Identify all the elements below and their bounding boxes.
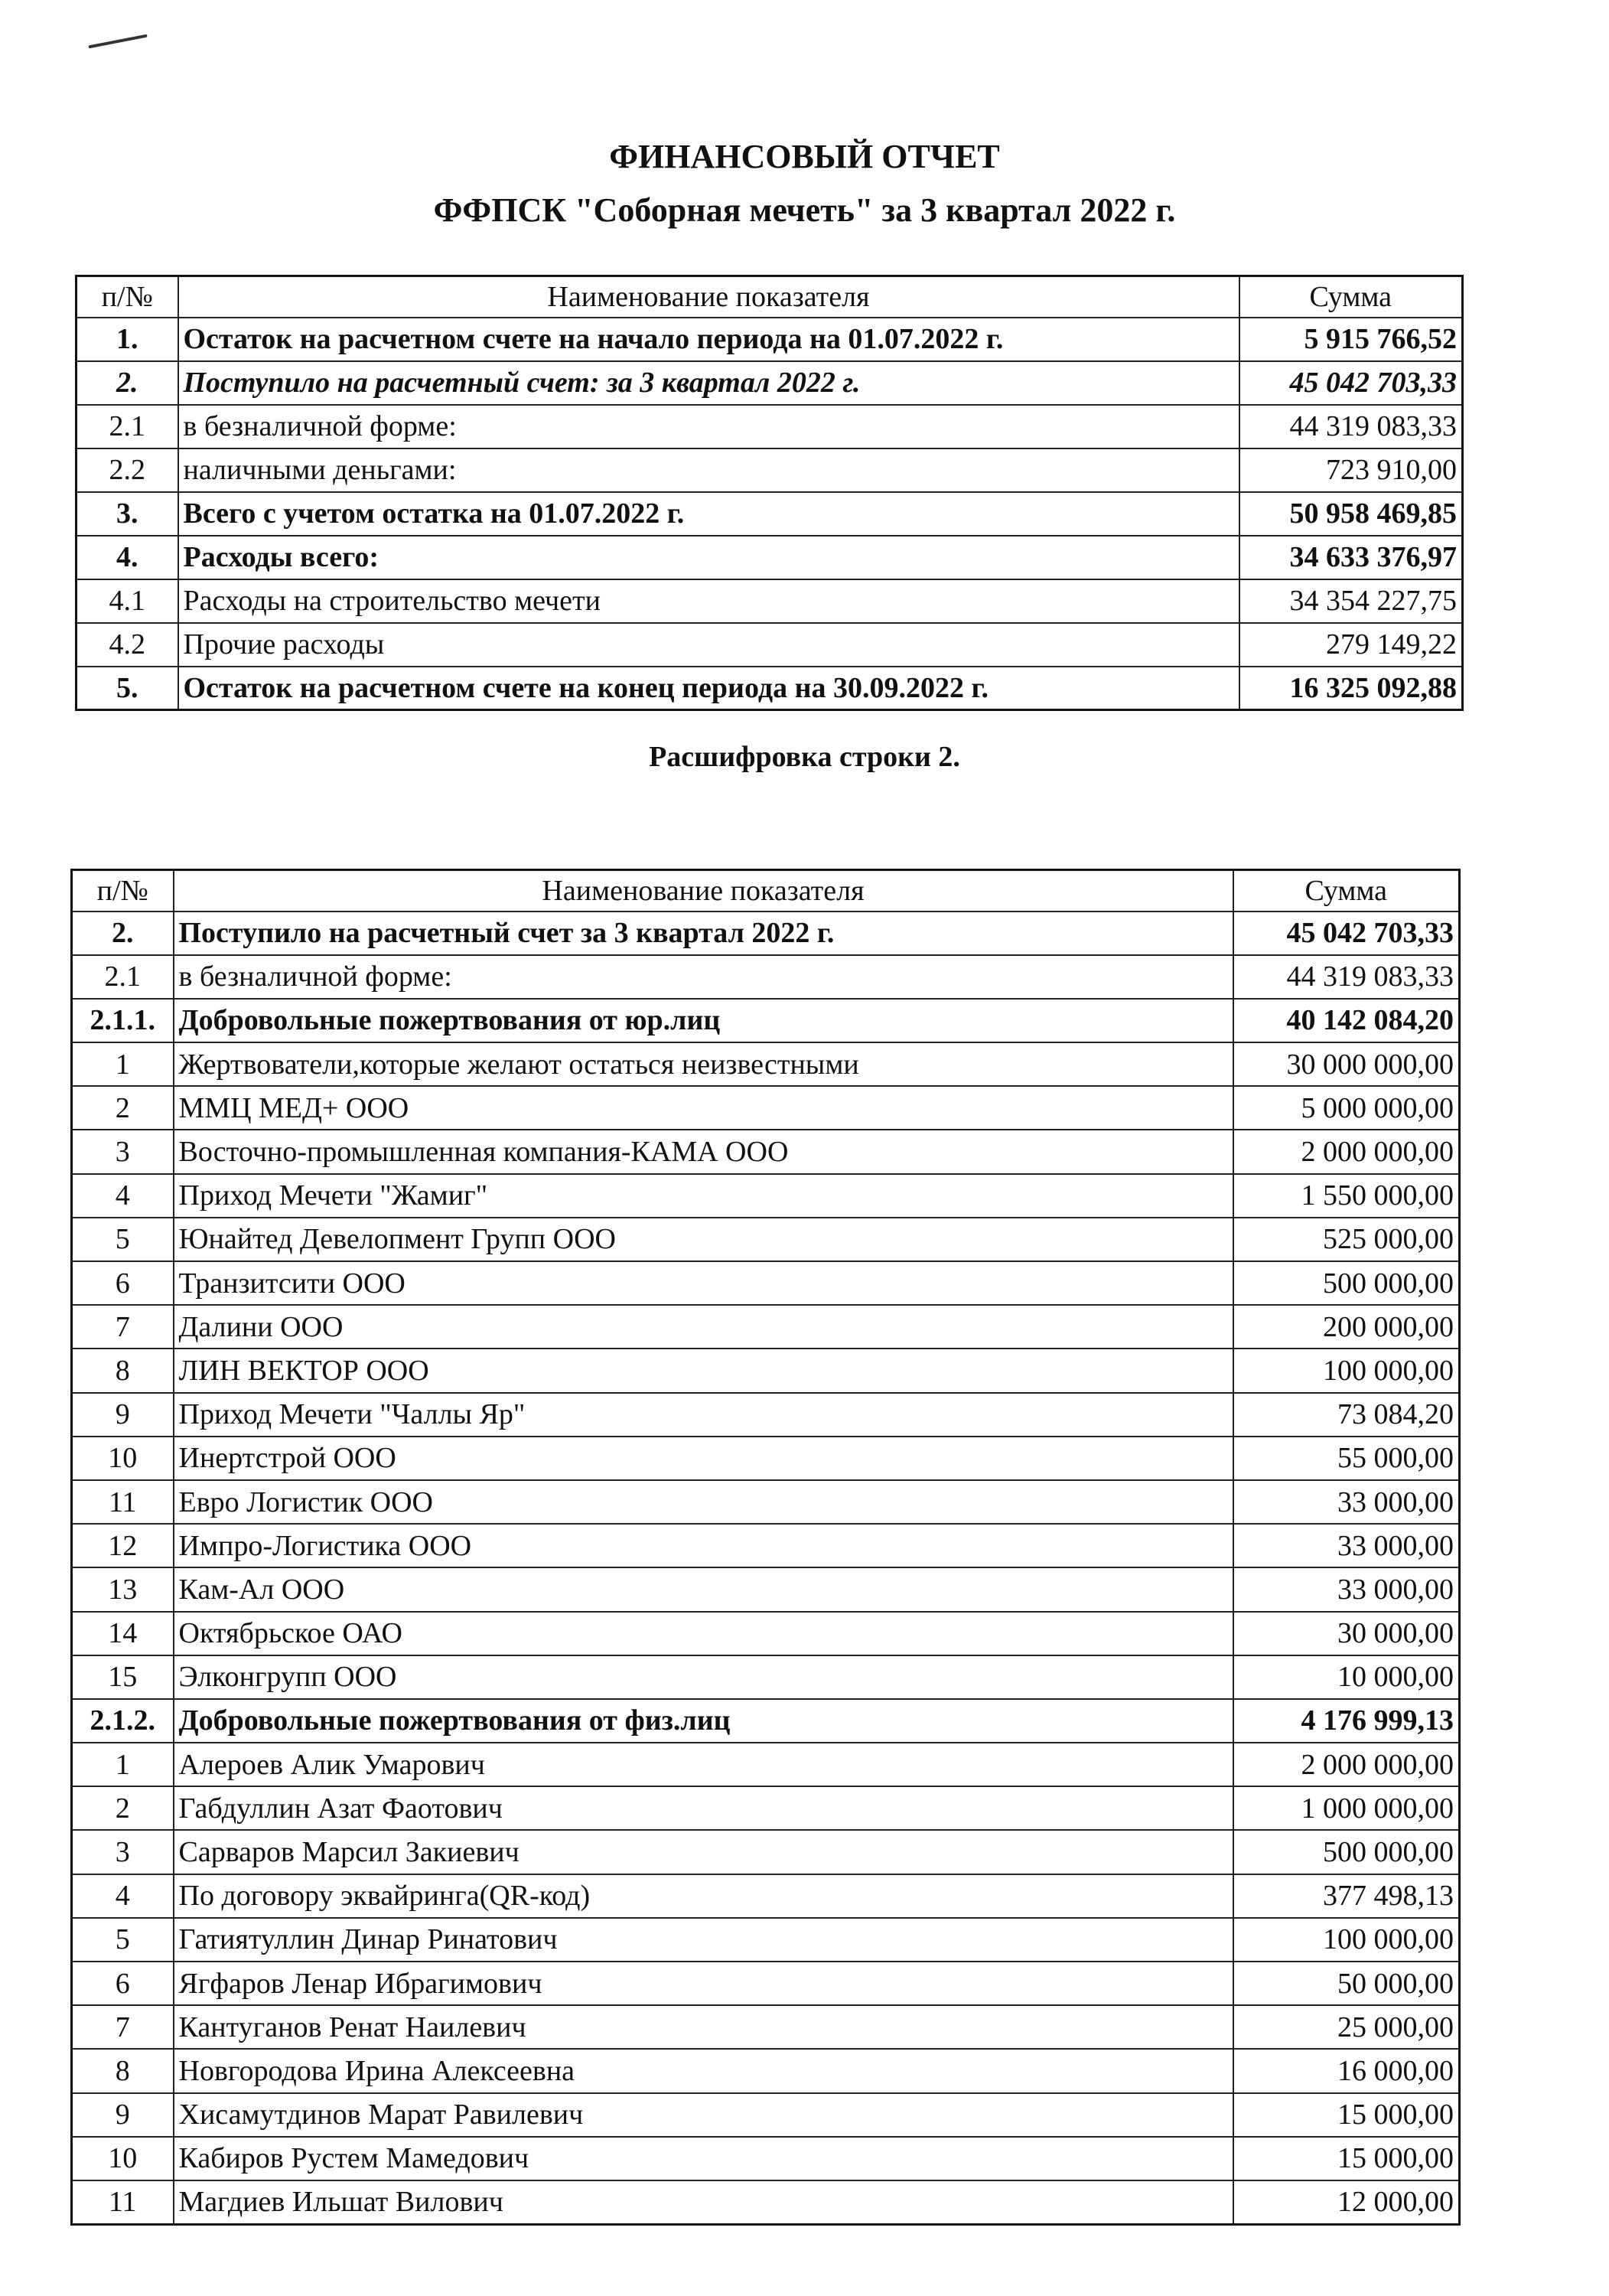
row-amount: 525 000,00 [1233, 1218, 1460, 1261]
row-amount: 34 354 227,75 [1239, 579, 1463, 623]
table-row [72, 1874, 1460, 1918]
table-row [72, 2180, 1460, 2224]
row-name: Приход Мечети "Жамиг" [174, 1174, 1233, 1218]
row-number: 8 [72, 1349, 174, 1392]
row-name: Гатиятуллин Динар Ринатович [174, 1918, 1233, 1962]
row-name: ММЦ МЕД+ ООО [174, 1086, 1233, 1130]
row-name: Остаток на расчетном счете на начало периода на 01.07.2022 г. [178, 318, 1239, 361]
row-name: Габдуллин Азат Фаотович [174, 1786, 1233, 1830]
row-name: Далини ООО [174, 1305, 1233, 1349]
table-row [72, 1918, 1460, 1962]
row-number: 5 [72, 1918, 174, 1962]
row-number: 10 [72, 1437, 174, 1480]
row-number: 5. [77, 667, 178, 710]
row-name: Евро Логистик ООО [174, 1480, 1233, 1524]
col-amount-header: Сумма [1233, 870, 1460, 912]
row-amount: 2 000 000,00 [1233, 1130, 1460, 1173]
row-name: Инертстрой ООО [174, 1437, 1233, 1480]
row-amount: 55 000,00 [1233, 1437, 1460, 1480]
row-amount: 1 550 000,00 [1233, 1174, 1460, 1218]
row-amount: 44 319 083,33 [1239, 405, 1463, 448]
row-name: Восточно-промышленная компания-КАМА ООО [174, 1130, 1233, 1173]
row-amount: 100 000,00 [1233, 1918, 1460, 1962]
col-num-header: п/№ [72, 870, 174, 912]
table-row [72, 1699, 1460, 1743]
row-name: Новгородова Ирина Алексеевна [174, 2049, 1233, 2092]
row-name: Ягфаров Ленар Ибрагимович [174, 1962, 1233, 2005]
row-number: 9 [72, 2093, 174, 2137]
row-name: Импро-Логистика ООО [174, 1524, 1233, 1567]
row-number: 9 [72, 1393, 174, 1437]
col-name-header: Наименование показателя [174, 870, 1233, 912]
scan-mark [88, 34, 147, 49]
row-number: 1 [72, 1042, 174, 1086]
row-number: 2.1 [72, 955, 174, 999]
row-amount: 2 000 000,00 [1233, 1743, 1460, 1786]
row-number: 7 [72, 1305, 174, 1349]
table-row [72, 999, 1460, 1042]
table-row [72, 1393, 1460, 1437]
row-amount: 16 000,00 [1233, 2049, 1460, 2092]
row-amount: 15 000,00 [1233, 2093, 1460, 2137]
row-number: 1. [77, 318, 178, 361]
row-amount: 377 498,13 [1233, 1874, 1460, 1918]
table-row [72, 1437, 1460, 1480]
row-name: Расходы на строительство мечети [178, 579, 1239, 623]
row-name: Добровольные пожертвования от юр.лиц [174, 999, 1233, 1042]
row-name: Элконгрупп ООО [174, 1655, 1233, 1699]
row-amount: 15 000,00 [1233, 2137, 1460, 2180]
row-amount: 30 000,00 [1233, 1612, 1460, 1655]
row-number: 15 [72, 1655, 174, 1699]
col-amount-header: Сумма [1239, 276, 1463, 318]
row-number: 2.2 [77, 448, 178, 492]
report-subtitle: ФФПСК "Соборная мечеть" за 3 квартал 2022 г. [433, 191, 1176, 229]
table-row [72, 1174, 1460, 1218]
breakdown-header-row [72, 870, 1460, 912]
summary-header-row [77, 276, 1463, 318]
table-row [72, 1086, 1460, 1130]
row-name: Октябрьское ОАО [174, 1612, 1233, 1655]
row-number: 2. [77, 361, 178, 405]
row-name: Приход Мечети "Чаллы Яр" [174, 1393, 1233, 1437]
row-amount: 30 000 000,00 [1233, 1042, 1460, 1086]
row-name: Остаток на расчетном счете на конец периода на 30.09.2022 г. [178, 667, 1239, 710]
row-number: 1 [72, 1743, 174, 1786]
row-name: ЛИН ВЕКТОР ООО [174, 1349, 1233, 1392]
breakdown-title: Расшифровка строки 2. [649, 741, 960, 773]
row-name: Кабиров Рустем Мамедович [174, 2137, 1233, 2180]
row-amount: 33 000,00 [1233, 1567, 1460, 1611]
row-name: Поступило на расчетный счет за 3 квартал 2022 г. [174, 912, 1233, 955]
table-row [72, 1305, 1460, 1349]
row-name: в безналичной форме: [178, 405, 1239, 448]
row-amount: 723 910,00 [1239, 448, 1463, 492]
row-name: Хисамутдинов Марат Равилевич [174, 2093, 1233, 2137]
row-number: 12 [72, 1524, 174, 1567]
row-name: По договору эквайринга(QR-код) [174, 1874, 1233, 1918]
row-number: 2.1.1. [72, 999, 174, 1042]
row-amount: 12 000,00 [1233, 2180, 1460, 2224]
row-amount: 34 633 376,97 [1239, 536, 1463, 579]
col-num-header: п/№ [77, 276, 178, 318]
row-number: 2. [72, 912, 174, 955]
row-name: Кантуганов Ренат Наилевич [174, 2005, 1233, 2049]
table-row [72, 2005, 1460, 2049]
row-amount: 73 084,20 [1233, 1393, 1460, 1437]
row-amount: 33 000,00 [1233, 1524, 1460, 1567]
row-name: Юнайтед Девелопмент Групп ООО [174, 1218, 1233, 1261]
row-name: Сарваров Марсил Закиевич [174, 1830, 1233, 1874]
col-name-header: Наименование показателя [178, 276, 1239, 318]
report-title: ФИНАНСОВЫЙ ОТЧЕТ [609, 138, 1000, 175]
table-row [72, 1612, 1460, 1655]
summary-table [75, 275, 1464, 711]
table-row [77, 667, 1463, 710]
table-row [77, 448, 1463, 492]
table-row [72, 2137, 1460, 2180]
table-row [72, 2049, 1460, 2092]
row-name: Магдиев Ильшат Вилович [174, 2180, 1233, 2224]
table-row [72, 2093, 1460, 2137]
row-name: в безналичной форме: [174, 955, 1233, 999]
row-amount: 10 000,00 [1233, 1655, 1460, 1699]
row-amount: 44 319 083,33 [1233, 955, 1460, 999]
table-row [77, 623, 1463, 667]
table-row [77, 318, 1463, 361]
row-amount: 500 000,00 [1233, 1830, 1460, 1874]
table-row [72, 1042, 1460, 1086]
row-number: 14 [72, 1612, 174, 1655]
row-amount: 5 000 000,00 [1233, 1086, 1460, 1130]
row-name: Добровольные пожертвования от физ.лиц [174, 1699, 1233, 1743]
row-amount: 279 149,22 [1239, 623, 1463, 667]
row-number: 6 [72, 1261, 174, 1305]
row-number: 2.1.2. [72, 1699, 174, 1743]
table-row [72, 1567, 1460, 1611]
table-row [72, 1786, 1460, 1830]
row-name: Поступило на расчетный счет: за 3 квартал 2022 г. [178, 361, 1239, 405]
row-number: 4.2 [77, 623, 178, 667]
row-number: 3 [72, 1830, 174, 1874]
row-amount: 5 915 766,52 [1239, 318, 1463, 361]
table-row [72, 912, 1460, 955]
row-name: Расходы всего: [178, 536, 1239, 579]
table-row [77, 361, 1463, 405]
row-number: 4 [72, 1874, 174, 1918]
row-amount: 50 000,00 [1233, 1962, 1460, 2005]
table-row [77, 536, 1463, 579]
row-name: Жертвователи,которые желают остаться неизвестными [174, 1042, 1233, 1086]
row-name: Транзитсити ООО [174, 1261, 1233, 1305]
row-number: 11 [72, 1480, 174, 1524]
table-row [72, 1349, 1460, 1392]
row-amount: 50 958 469,85 [1239, 492, 1463, 536]
row-name: наличными деньгами: [178, 448, 1239, 492]
row-amount: 33 000,00 [1233, 1480, 1460, 1524]
row-name: Алероев Алик Умарович [174, 1743, 1233, 1786]
row-number: 10 [72, 2137, 174, 2180]
row-number: 2 [72, 1086, 174, 1130]
row-amount: 1 000 000,00 [1233, 1786, 1460, 1830]
table-row [72, 1524, 1460, 1567]
row-number: 7 [72, 2005, 174, 2049]
row-number: 6 [72, 1962, 174, 2005]
row-amount: 45 042 703,33 [1239, 361, 1463, 405]
row-name: Всего с учетом остатка на 01.07.2022 г. [178, 492, 1239, 536]
table-row [77, 579, 1463, 623]
table-row [72, 1962, 1460, 2005]
table-row [72, 1218, 1460, 1261]
row-amount: 100 000,00 [1233, 1349, 1460, 1392]
row-name: Кам-Ал ООО [174, 1567, 1233, 1611]
row-number: 2.1 [77, 405, 178, 448]
table-row [72, 1130, 1460, 1173]
row-amount: 16 325 092,88 [1239, 667, 1463, 710]
table-row [72, 955, 1460, 999]
table-row [77, 492, 1463, 536]
table-row [72, 1480, 1460, 1524]
row-number: 8 [72, 2049, 174, 2092]
table-row [72, 1655, 1460, 1699]
row-number: 3 [72, 1130, 174, 1173]
row-number: 4 [72, 1174, 174, 1218]
breakdown-table [70, 869, 1461, 2226]
row-number: 3. [77, 492, 178, 536]
row-amount: 200 000,00 [1233, 1305, 1460, 1349]
table-row [72, 1830, 1460, 1874]
row-number: 4. [77, 536, 178, 579]
row-amount: 4 176 999,13 [1233, 1699, 1460, 1743]
row-number: 13 [72, 1567, 174, 1611]
row-name: Прочие расходы [178, 623, 1239, 667]
row-amount: 45 042 703,33 [1233, 912, 1460, 955]
row-number: 2 [72, 1786, 174, 1830]
row-number: 11 [72, 2180, 174, 2224]
row-amount: 500 000,00 [1233, 1261, 1460, 1305]
row-amount: 25 000,00 [1233, 2005, 1460, 2049]
table-row [72, 1743, 1460, 1786]
row-amount: 40 142 084,20 [1233, 999, 1460, 1042]
row-number: 4.1 [77, 579, 178, 623]
row-number: 5 [72, 1218, 174, 1261]
table-row [77, 405, 1463, 448]
table-row [72, 1261, 1460, 1305]
